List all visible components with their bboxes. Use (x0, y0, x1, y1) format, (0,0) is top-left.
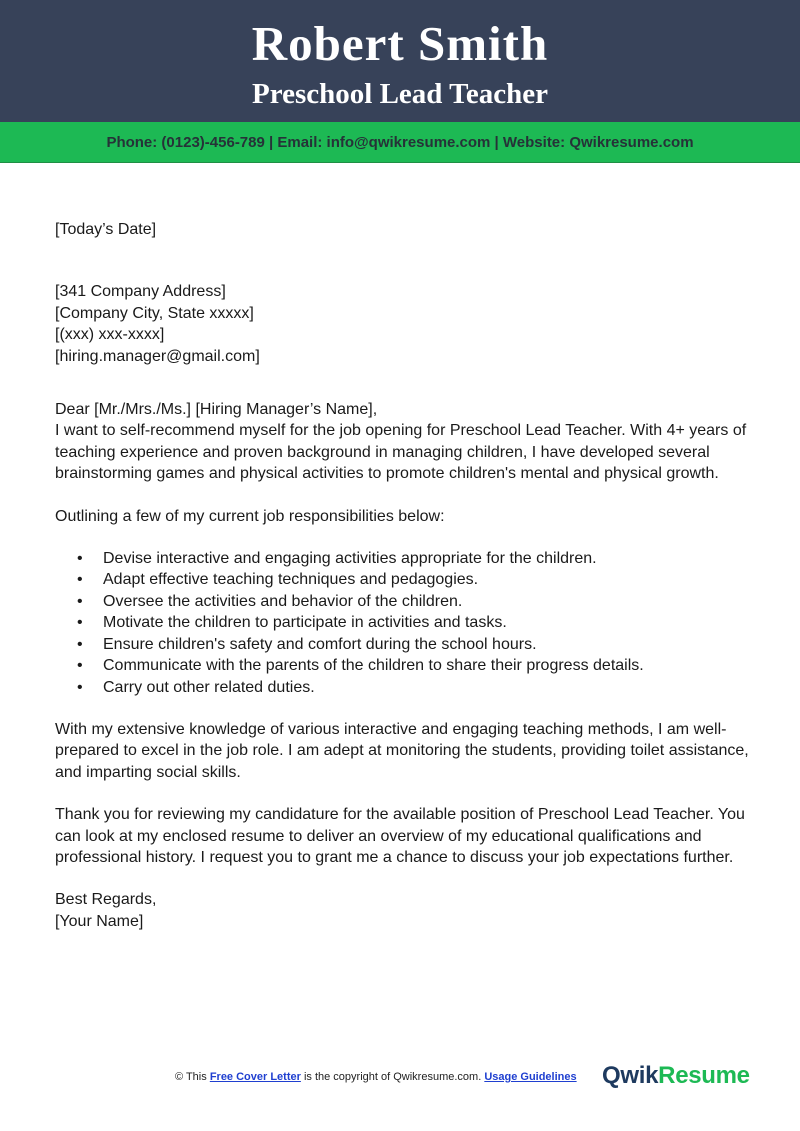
bullet-icon: • (77, 678, 83, 696)
letter-date: [Today’s Date] (55, 221, 157, 238)
list-item: • Devise interactive and engaging activities appropriate for the children. (55, 548, 755, 569)
body-paragraph: With my extensive knowledge of various interactive and engaging teaching methods, I am well-prepared to excel in the job role. I am adept at monitoring the students, providing toilet assistance, and imparting social skills. (55, 720, 749, 781)
intro-paragraph: I want to self-recommend myself for the job opening for Preschool Lead Teacher. With 4+ years of teaching experience and proven background in managing children, I have developed several brainstorming games and physical activities to promote children's mental and physical growth. (55, 422, 747, 483)
bullet-icon: • (77, 657, 83, 675)
copyright-notice: © This Free Cover Letter is the copyright of Qwikresume.com. Usage Guidelines (175, 1071, 577, 1083)
qwikresume-logo: QwikResume (602, 1062, 750, 1089)
list-item: • Carry out other related duties. (55, 677, 755, 698)
sign-off: Best Regards, (55, 891, 157, 909)
address-line: [hiring.manager@gmail.com] (55, 347, 260, 365)
address-line: [341 Company Address] (55, 283, 226, 301)
list-item: • Oversee the activities and behavior of the children. (55, 591, 755, 612)
closing-paragraph: Thank you for reviewing my candidature for the available position of Preschool Lead Teacher. You can look at my enclosed resume to deliver an overview of my educational qualifications and professional history. I request you to grant me a chance to discuss your job expectations further. (55, 806, 745, 866)
address-line: [Company City, State xxxxx] (55, 304, 254, 322)
address-line: [(xxx) xxx-xxxx] (55, 326, 165, 344)
job-title: Preschool Lead Teacher (252, 78, 548, 110)
usage-guidelines-link[interactable]: Usage Guidelines (484, 1071, 577, 1083)
header-banner (0, 0, 800, 122)
signature: [Your Name] (55, 912, 144, 930)
list-intro: Outlining a few of my current job responsibilities below: (55, 507, 445, 525)
letter-body (55, 219, 755, 932)
contact-info: Phone: (0123)-456-789 | Email: info@qwikresume.com | Website: Qwikresume.com (106, 134, 694, 151)
bullet-icon: • (77, 614, 83, 632)
free-cover-letter-link[interactable]: Free Cover Letter (209, 1071, 301, 1083)
candidate-name: Robert Smith (251, 16, 549, 71)
bullet-icon: • (77, 635, 83, 653)
list-item: • Ensure children's safety and comfort during the school hours. (55, 634, 755, 655)
duties-list (55, 548, 755, 698)
salutation: Dear [Mr./Mrs./Ms.] [Hiring Manager’s Name], (55, 401, 378, 419)
bullet-icon: • (77, 571, 83, 589)
bullet-icon: • (77, 550, 83, 568)
footer (0, 1060, 800, 1100)
recipient-address (55, 281, 755, 367)
list-item: • Motivate the children to participate in activities and tasks. (55, 612, 755, 633)
list-item: • Adapt effective teaching techniques and pedagogies. (55, 569, 755, 590)
list-item: • Communicate with the parents of the children to share their progress details. (55, 655, 755, 676)
contact-bar (0, 122, 800, 163)
bullet-icon: • (77, 592, 83, 610)
